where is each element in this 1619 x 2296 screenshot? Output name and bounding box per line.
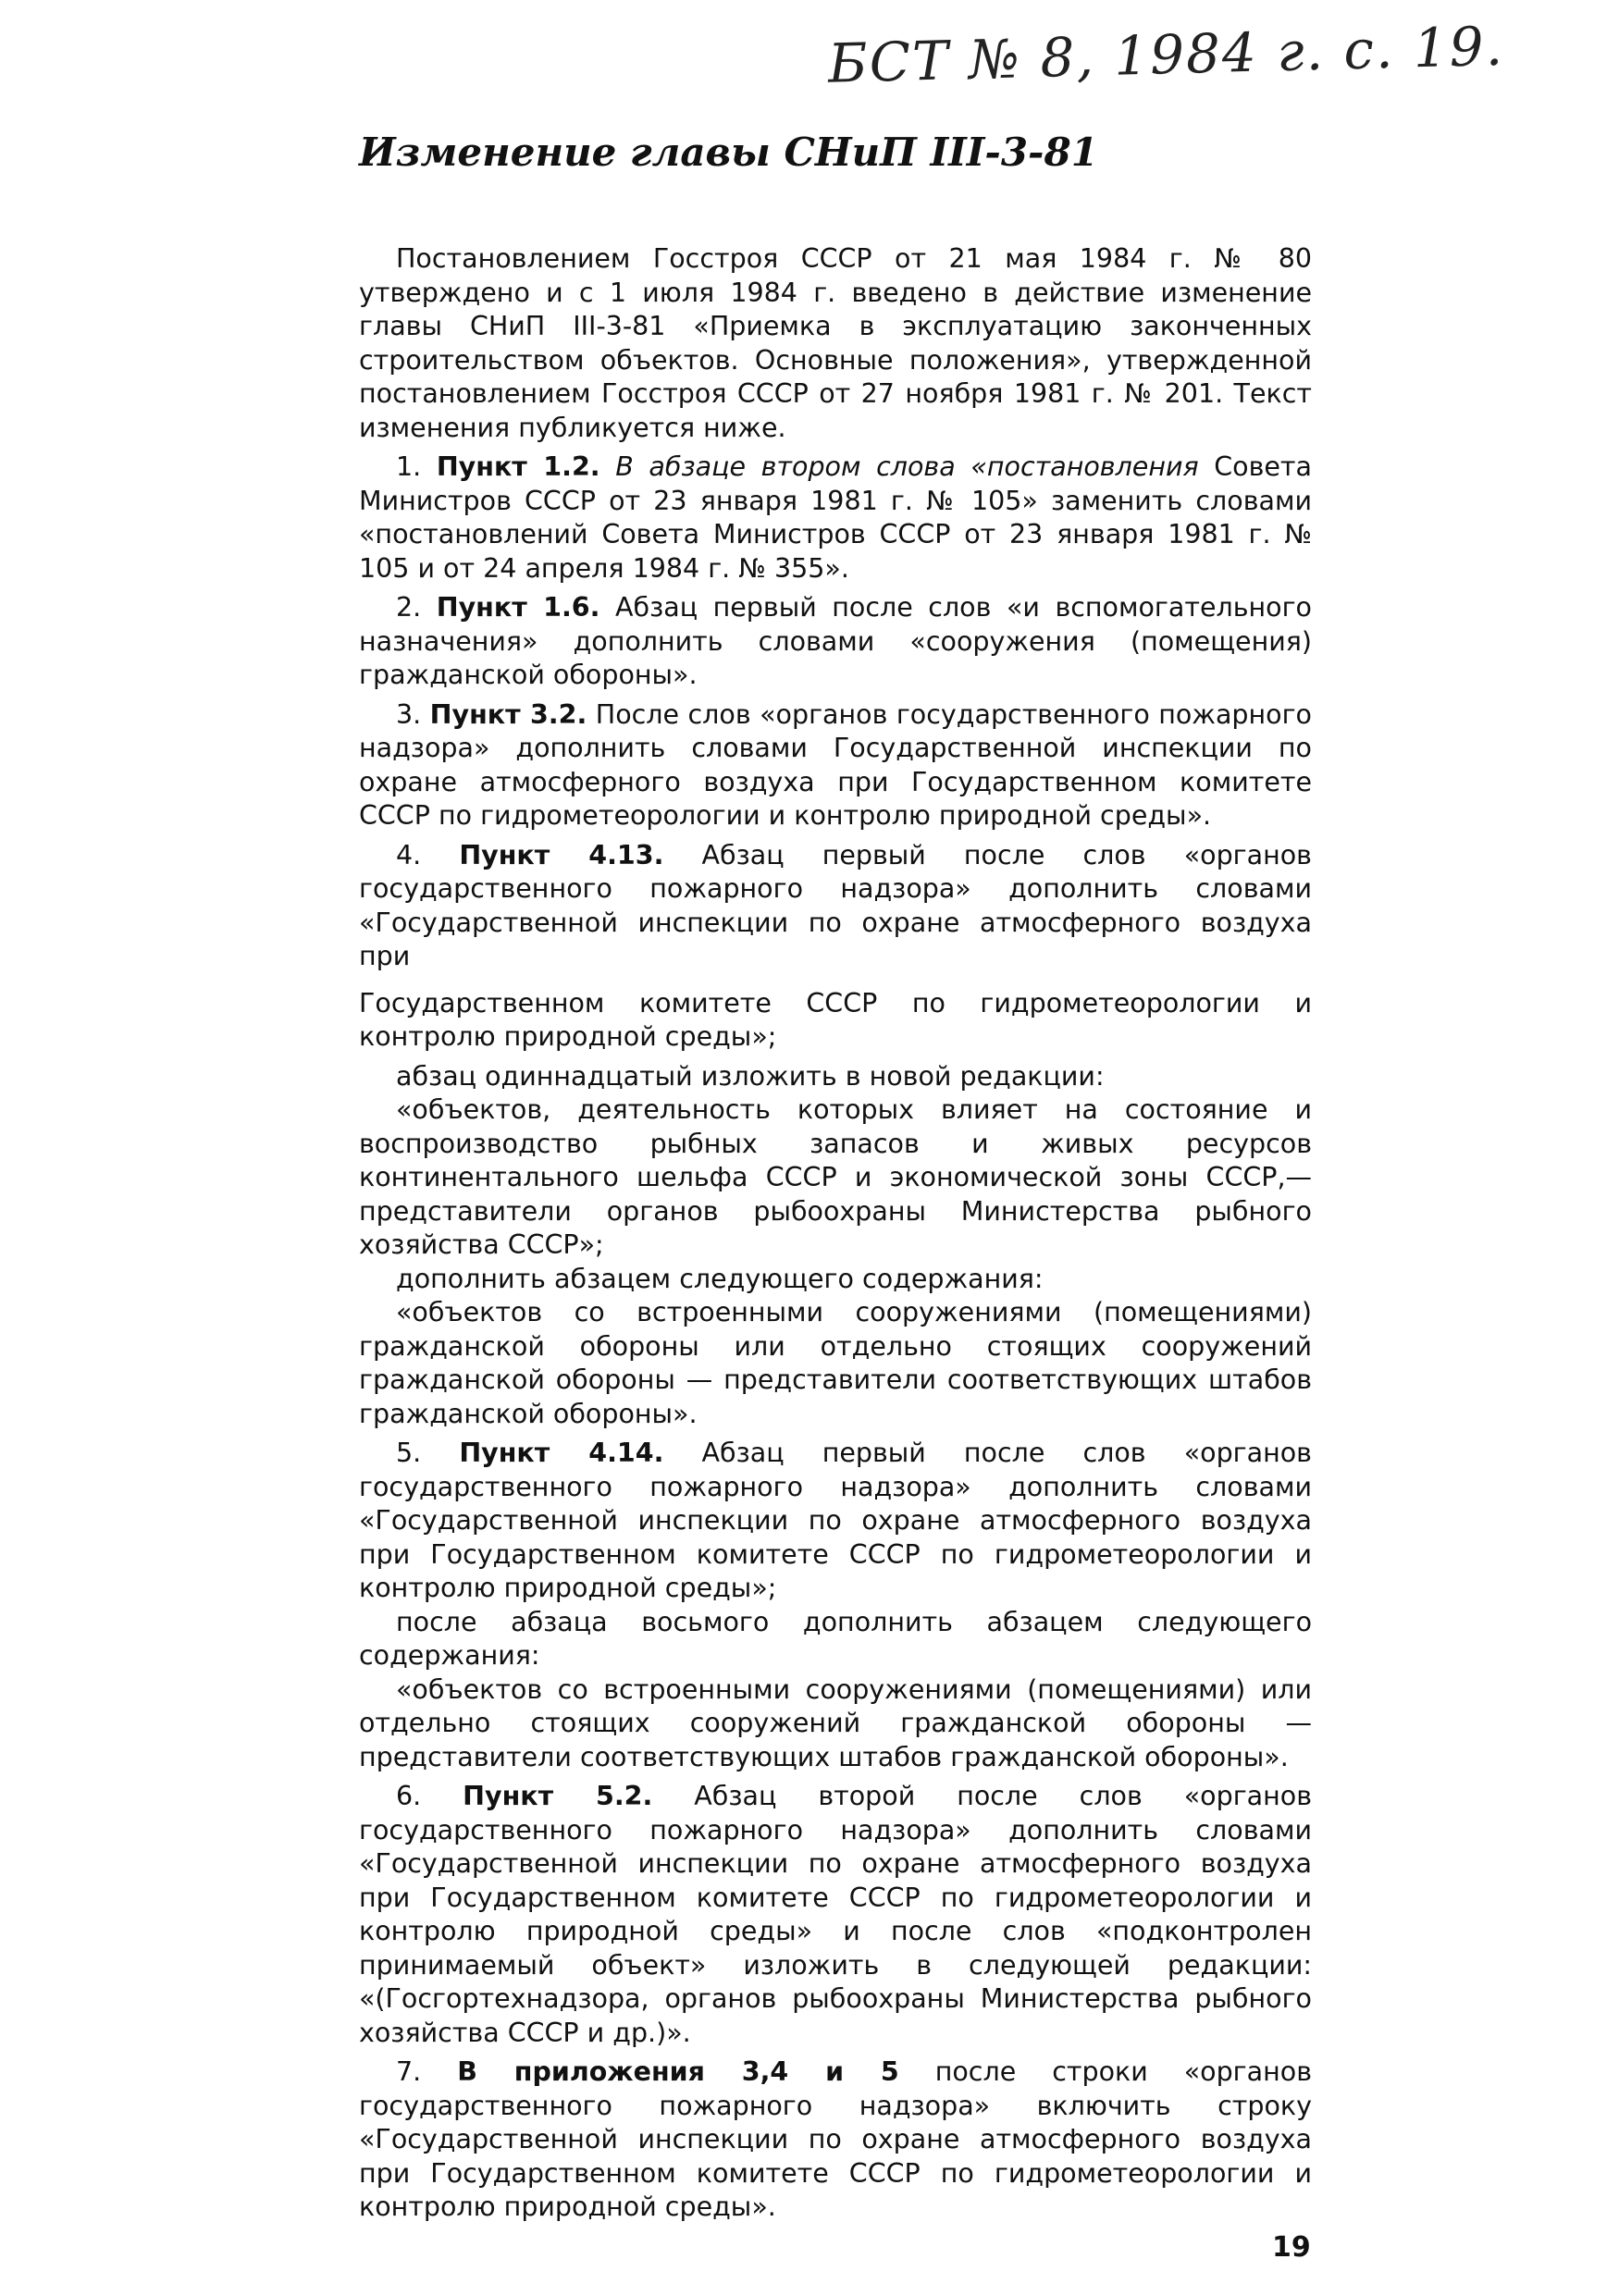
- item-5-sub-2: «объектов со встроенными сооружениями (помещениями) или отдельно стоящих сооружений гражданской обороны — представители соответствующих штабов гражданской обороны».: [359, 1673, 1312, 1772]
- item-7-number: 7.: [396, 2056, 422, 2087]
- item-1-reference: Пункт 1.2.: [436, 451, 600, 482]
- item-1-italic-text: В абзаце втором слова «постановления: [615, 451, 1199, 482]
- item-2: [359, 591, 1312, 693]
- item-1: [359, 451, 1312, 586]
- item-7-text: после строки «органов государственного пожарного надзора» включить строку «Государственной инспекции по охране атмосферного воздуха при Государственном комитете СССР по гидрометеорологии и контролю природной среды».: [359, 2056, 1312, 2222]
- item-3-number: 3.: [396, 698, 422, 730]
- item-4-sub-4: «объектов со встроенными сооружениями (помещениями) гражданской обороны или отдельно стоящих сооружений гражданской обороны — представители соответствующих штабов гражданской обороны».: [359, 1297, 1312, 1429]
- item-2-text: Абзац первый после слов «и вспомогательного назначения» дополнить словами «сооружения (помещения) гражданской обороны».: [359, 592, 1312, 690]
- item-3-text: После слов «органов государственного пожарного надзора» дополнить словами Государственной инспекции по охране атмосферного воздуха при Государственном комитете СССР по гидрометеорологии и контролю природной среды».: [359, 698, 1312, 831]
- intro-paragraph: Постановлением Госстроя СССР от 21 мая 1984 г. № 80 утверждено и с 1 июля 1984 г. введено в действие изменение главы СНиП III-3-81 «Приемка в эксплуатацию законченных строительством объектов. Основные положения», утвержденной постановлением Госстроя СССР от 27 ноября 1981 г. № 201. Текст изменения публикуется ниже.: [359, 243, 1312, 443]
- item-5-text: Абзац первый после слов «органов государственного пожарного надзора» дополнить словами «Государственной инспекции по охране атмосферного воздуха при Государственном комитете СССР по гидрометеорологии и контролю природной среды»;: [359, 1438, 1312, 1603]
- item-5: [359, 1437, 1312, 1606]
- document-body: [359, 242, 1312, 2225]
- item-6: [359, 1780, 1312, 2050]
- item-1-text: Совета Министров СССР от 23 января 1981 г. № 105» заменить словами «постановлений Совета Министров СССР от 23 января 1981 г. № 105 и от 24 апреля 1984 г. № 355».: [359, 451, 1312, 584]
- item-4-sub-1: абзац одиннадцатый изложить в новой редакции:: [396, 1060, 1105, 1092]
- handwritten-reference-note: БСТ № 8, 1984 г. с. 19.: [827, 14, 1505, 95]
- item-4-text: Абзац первый после слов «органов государственного пожарного надзора» дополнить словами «Государственной инспекции по охране атмосферного воздуха при: [359, 839, 1312, 971]
- item-5-sub-1: после абзаца восьмого дополнить абзацем следующего содержания:: [359, 1606, 1312, 1671]
- item-6-text: Абзац второй после слов «органов государственного пожарного надзора» дополнить словами «Государственной инспекции по охране атмосферного воздуха при Государственном комитете СССР по гидрометеорологии и контролю природной среды» и после слов «подконтролен принимаемый объект» изложить в следующей редакции: «(Госгортехнадзора, органов рыбоохраны Министерства рыбного хозяйства СССР и др.)».: [359, 1781, 1313, 2048]
- item-3: [359, 698, 1312, 833]
- item-3-reference: Пункт 3.2.: [429, 698, 587, 730]
- item-4-text-continued: Государственном комитете СССР по гидрометеорологии и контролю природной среды»;: [359, 987, 1312, 1052]
- item-4: [359, 839, 1312, 974]
- page-number: 19: [1272, 2231, 1311, 2264]
- item-4-reference: Пункт 4.13.: [459, 839, 664, 870]
- item-5-number: 5.: [396, 1438, 422, 1468]
- item-7: [359, 2055, 1312, 2225]
- item-2-number: 2.: [396, 592, 422, 623]
- item-1-number: 1.: [396, 451, 422, 482]
- item-2-reference: Пункт 1.6.: [436, 592, 600, 623]
- item-6-number: 6.: [396, 1781, 422, 1811]
- item-5-reference: Пункт 4.14.: [459, 1438, 664, 1468]
- item-6-reference: Пункт 5.2.: [463, 1781, 653, 1811]
- page-title: Изменение главы СНиП III-3-81: [359, 130, 1098, 175]
- item-4-sub-3: дополнить абзацем следующего содержания:: [396, 1263, 1044, 1294]
- item-7-reference: В приложения 3,4 и 5: [457, 2056, 899, 2087]
- item-4-number: 4.: [396, 839, 422, 870]
- item-4-sub-2: «объектов, деятельность которых влияет на состояние и воспроизводство рыбных запасов и живых ресурсов континентального шельфа СССР и экономической зоны СССР,— представители органов рыбоохраны Министерства рыбного хозяйства СССР»;: [359, 1094, 1312, 1260]
